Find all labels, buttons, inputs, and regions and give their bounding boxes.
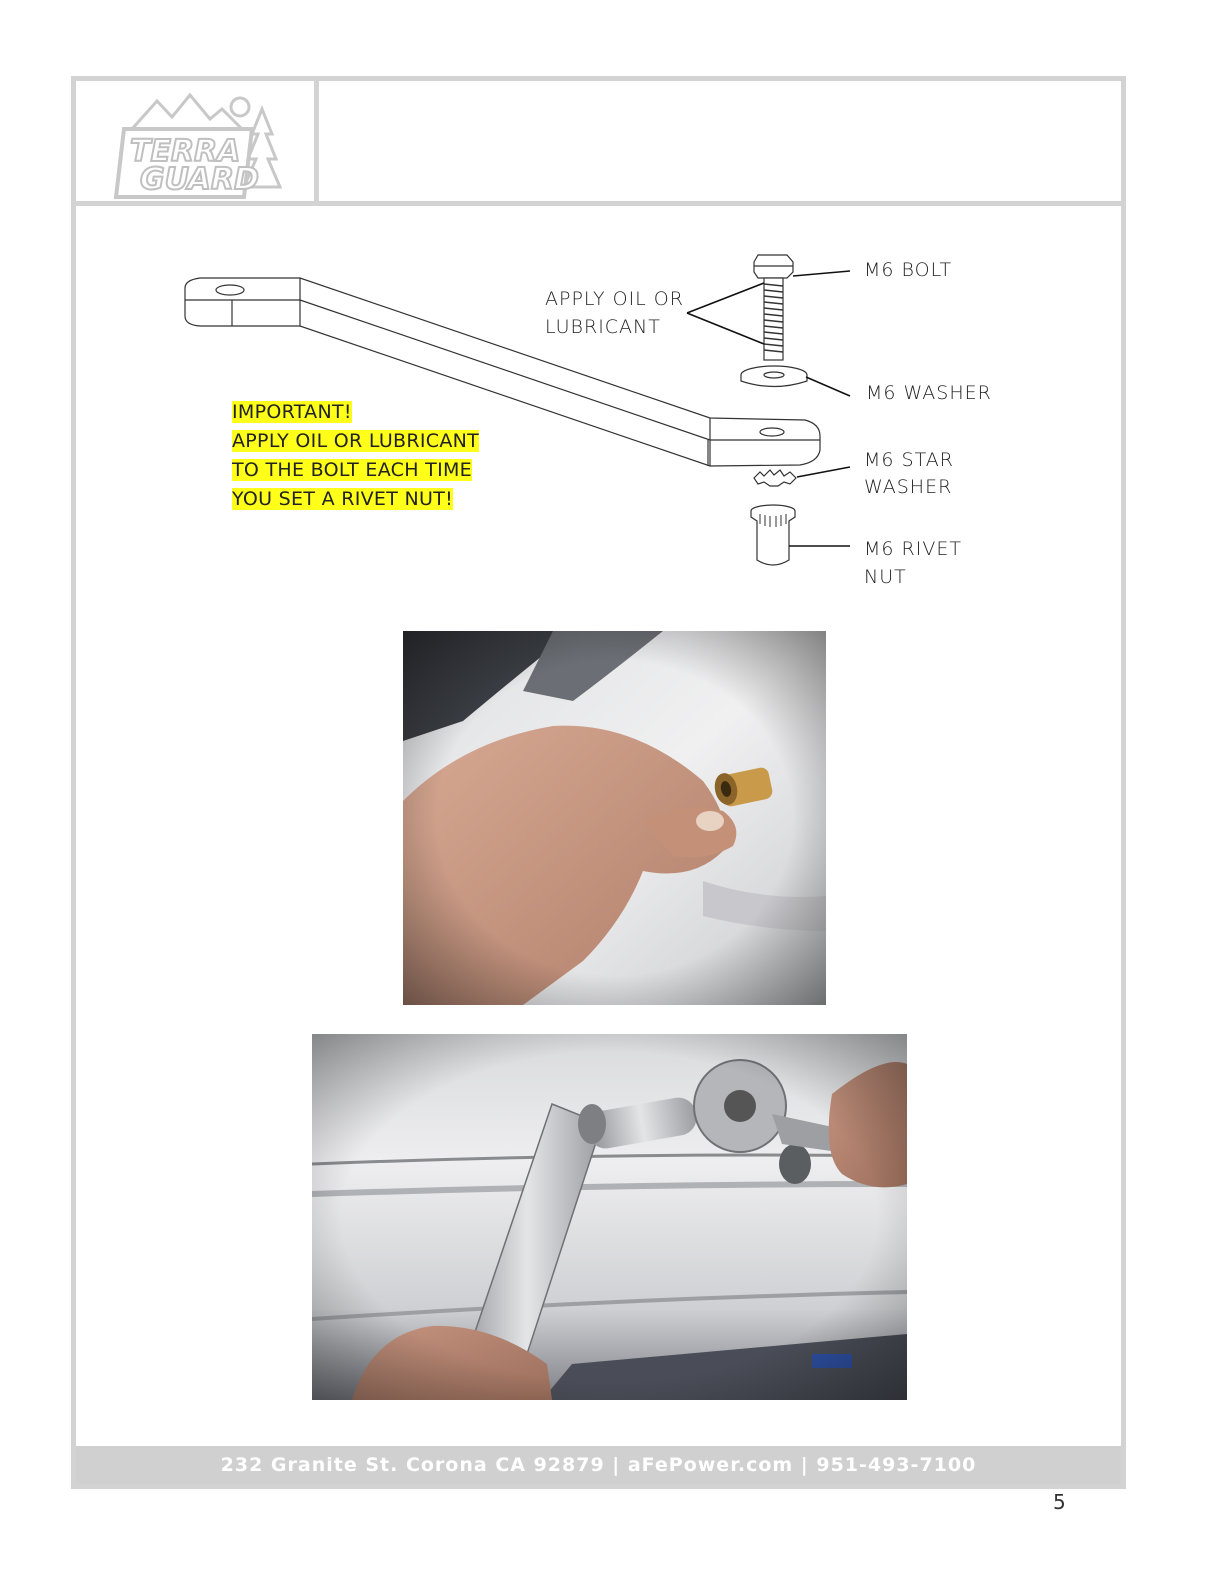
m6-bolt-shape (754, 255, 793, 360)
label-m6-rivet-line1: M6 RIVET (864, 538, 962, 560)
photo-insert-rivet-nut (403, 631, 826, 1005)
leader-star (797, 467, 850, 477)
leader-oil-a (687, 283, 764, 313)
label-m6-bolt: M6 BOLT (864, 259, 953, 281)
label-m6-washer: M6 WASHER (866, 382, 992, 404)
photo-set-rivet-nut (312, 1034, 907, 1400)
bracket-hole-right (760, 428, 784, 436)
leader-oil-b (687, 313, 764, 344)
page-number: 5 (1053, 1490, 1066, 1514)
important-note (232, 398, 479, 514)
leader-bolt (793, 271, 850, 276)
m6-washer-shape (741, 366, 807, 387)
bracket-hole-left (216, 285, 244, 295)
footer-contact-bar: 232 Granite St. Corona CA 92879 | aFePower.com | 951-493-7100 (76, 1446, 1121, 1484)
leader-washer (806, 377, 850, 396)
note-line2: APPLY OIL OR LUBRICANT (232, 430, 480, 452)
label-apply-oil-line2: LUBRICANT (545, 316, 661, 338)
logo-text-line1: TERRA (130, 134, 241, 169)
m6-star-washer-shape (754, 470, 796, 486)
label-m6-star-line2: WASHER (864, 476, 953, 498)
m6-rivet-nut-shape (751, 505, 795, 565)
note-line3: TO THE BOLT EACH TIME (232, 459, 472, 481)
logo-text-line2: GUARD (140, 162, 259, 197)
note-line4: YOU SET A RIVET NUT! (232, 488, 454, 510)
label-apply-oil-line1: APPLY OIL OR (545, 288, 684, 310)
label-m6-star-line1: M6 STAR (864, 449, 954, 471)
note-line1: IMPORTANT! (232, 401, 352, 423)
label-m6-rivet-line2: NUT (864, 566, 907, 588)
